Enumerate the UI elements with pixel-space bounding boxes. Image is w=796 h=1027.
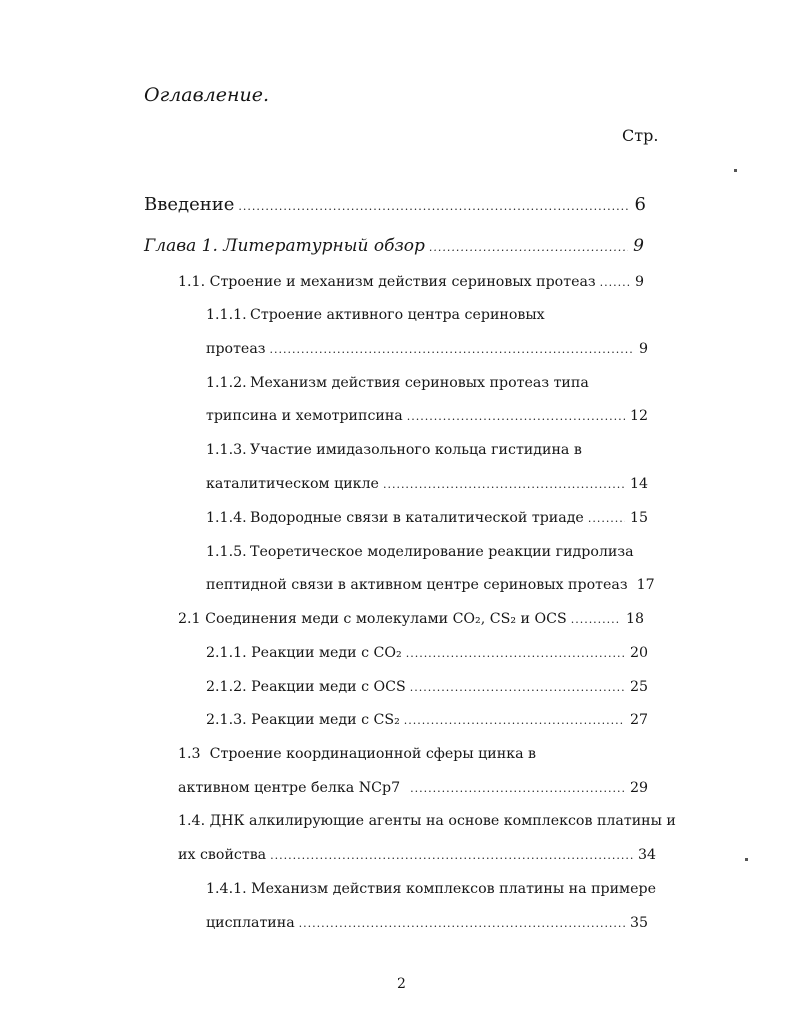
toc-entry-number: 1.4.1. [206, 881, 247, 897]
toc-entry-text: Реакции меди с OCS [251, 679, 406, 695]
toc-entry-number: 2.1 [178, 611, 201, 627]
toc-entry-page: 17 [636, 577, 655, 593]
toc-entry-text: их свойства [178, 847, 267, 863]
toc-entry-1-1[interactable] [178, 274, 644, 290]
page-number: 2 [397, 976, 406, 992]
toc-entry-text: каталитическом цикле [206, 476, 379, 492]
toc-entry-chapter-1[interactable] [144, 236, 644, 256]
scan-speck [745, 858, 748, 861]
toc-entry-text: Реакции меди с CO₂ [251, 645, 402, 661]
toc-entry-1-1-1-line2[interactable] [206, 341, 648, 357]
toc-entry-number: 1.1.4. [206, 510, 247, 526]
toc-entry-page: 9 [634, 274, 644, 290]
toc-entry-text: трипсина и хемотрипсина [206, 408, 403, 424]
toc-entry-text: Механизм действия сериновых протеаз типа [250, 375, 589, 391]
scan-speck [734, 169, 737, 172]
toc-entry-page: 6 [634, 194, 646, 215]
leader-dots [600, 276, 630, 289]
toc-entry-number: 1.1. [178, 274, 206, 290]
toc-entry-page: 9 [633, 236, 644, 256]
leader-dots [299, 917, 625, 930]
toc-entry-number: 2.1.2. [206, 679, 247, 695]
toc-entry-1-1-2-line2[interactable] [206, 408, 648, 424]
toc-entry-2-1-2[interactable] [206, 679, 648, 695]
toc-entry-page: 9 [638, 341, 648, 357]
toc-entry-number: 1.1.3. [206, 442, 247, 458]
toc-entry-text: протеаз [206, 341, 266, 357]
toc-title: Оглавление. [144, 84, 270, 106]
toc-entry-2-1-1[interactable] [206, 645, 648, 661]
toc-entry-page: 27 [629, 712, 648, 728]
toc-entry-text: Водородные связи в каталитической триаде [250, 510, 584, 526]
toc-entry-1-4-1-line1[interactable] [206, 881, 656, 897]
toc-entry-1-1-3-line2[interactable] [206, 476, 648, 492]
toc-entry-page: 12 [629, 408, 648, 424]
leader-dots [406, 647, 625, 660]
toc-entry-1-1-2-line1[interactable] [206, 375, 646, 391]
toc-entry-page: 14 [629, 476, 648, 492]
toc-entry-1-3-line1[interactable] [178, 746, 644, 762]
toc-entry-page: 18 [625, 611, 644, 627]
leader-dots [270, 849, 633, 862]
toc-entry-2-1-3[interactable] [206, 712, 648, 728]
toc-entry-text: Строение координационной сферы цинка в [209, 746, 537, 762]
toc-entry-number: 2.1.3. [206, 712, 247, 728]
toc-entry-text: Строение и механизм действия сериновых протеаз [209, 274, 596, 290]
toc-entry-text: Соединения меди с молекулами CO₂, CS₂ и OCS [205, 611, 567, 627]
toc-entry-page: 15 [629, 510, 648, 526]
toc-entry-text: Строение активного центра сериновых [250, 307, 545, 323]
toc-entry-number: 1.1.5. [206, 544, 247, 560]
leader-dots [410, 782, 625, 795]
toc-entry-text: ДНК алкилирующие агенты на основе комплексов платины и [209, 813, 676, 829]
leader-dots [407, 410, 625, 423]
leader-dots [571, 613, 621, 626]
toc-entry-page: 20 [629, 645, 648, 661]
toc-entry-number: 1.3 [178, 746, 201, 762]
toc-entry-1-4-1-line2[interactable] [206, 915, 648, 931]
toc-entry-text: активном центре белка NCp7 [178, 780, 401, 796]
toc-entry-1-4-line2[interactable] [178, 847, 656, 863]
leader-dots [238, 200, 629, 213]
toc-entry-1-1-1-line1[interactable] [206, 307, 646, 323]
page-column-label: Стр. [622, 126, 659, 145]
toc-entry-number: 1.1.1. [206, 307, 247, 323]
toc-entry-page: 29 [629, 780, 648, 796]
toc-entry-text: Теоретическое моделирование реакции гидролиза [250, 544, 634, 560]
leader-dots [429, 241, 628, 254]
toc-entry-1-1-5-line1[interactable] [206, 544, 646, 560]
leader-dots [404, 714, 625, 727]
toc-entry-1-1-3-line1[interactable] [206, 442, 646, 458]
toc-entry-1-1-4[interactable] [206, 510, 648, 526]
toc-entry-text: пептидной связи в активном центре сериновых протеаз [206, 577, 628, 593]
toc-entry-text: Реакции меди с CS₂ [251, 712, 400, 728]
toc-entry-page: 25 [629, 679, 648, 695]
leader-dots [588, 512, 625, 525]
toc-entry-number: 1.4. [178, 813, 206, 829]
toc-entry-number: 2.1.1. [206, 645, 247, 661]
toc-entry-page: 34 [637, 847, 656, 863]
toc-entry-page: 35 [629, 915, 648, 931]
leader-dots [383, 478, 625, 491]
toc-entry-2-1[interactable] [178, 611, 644, 627]
toc-entry-1-4-line1[interactable] [178, 813, 676, 829]
toc-entry-text: Механизм действия комплексов платины на примере [251, 881, 656, 897]
toc-entry-1-3-line2[interactable] [178, 780, 648, 796]
toc-entry-text: Введение [144, 194, 235, 215]
toc-entry-text: Участие имидазольного кольца гистидина в [250, 442, 582, 458]
toc-entry-text: цисплатина [206, 915, 295, 931]
toc-entry-1-1-5-line2[interactable] [206, 577, 655, 593]
toc-entry-introduction[interactable] [144, 194, 646, 215]
leader-dots [270, 343, 634, 356]
toc-entry-number: 1.1.2. [206, 375, 247, 391]
leader-dots [410, 681, 625, 694]
toc-entry-text: Глава 1. Литературный обзор [144, 236, 425, 256]
